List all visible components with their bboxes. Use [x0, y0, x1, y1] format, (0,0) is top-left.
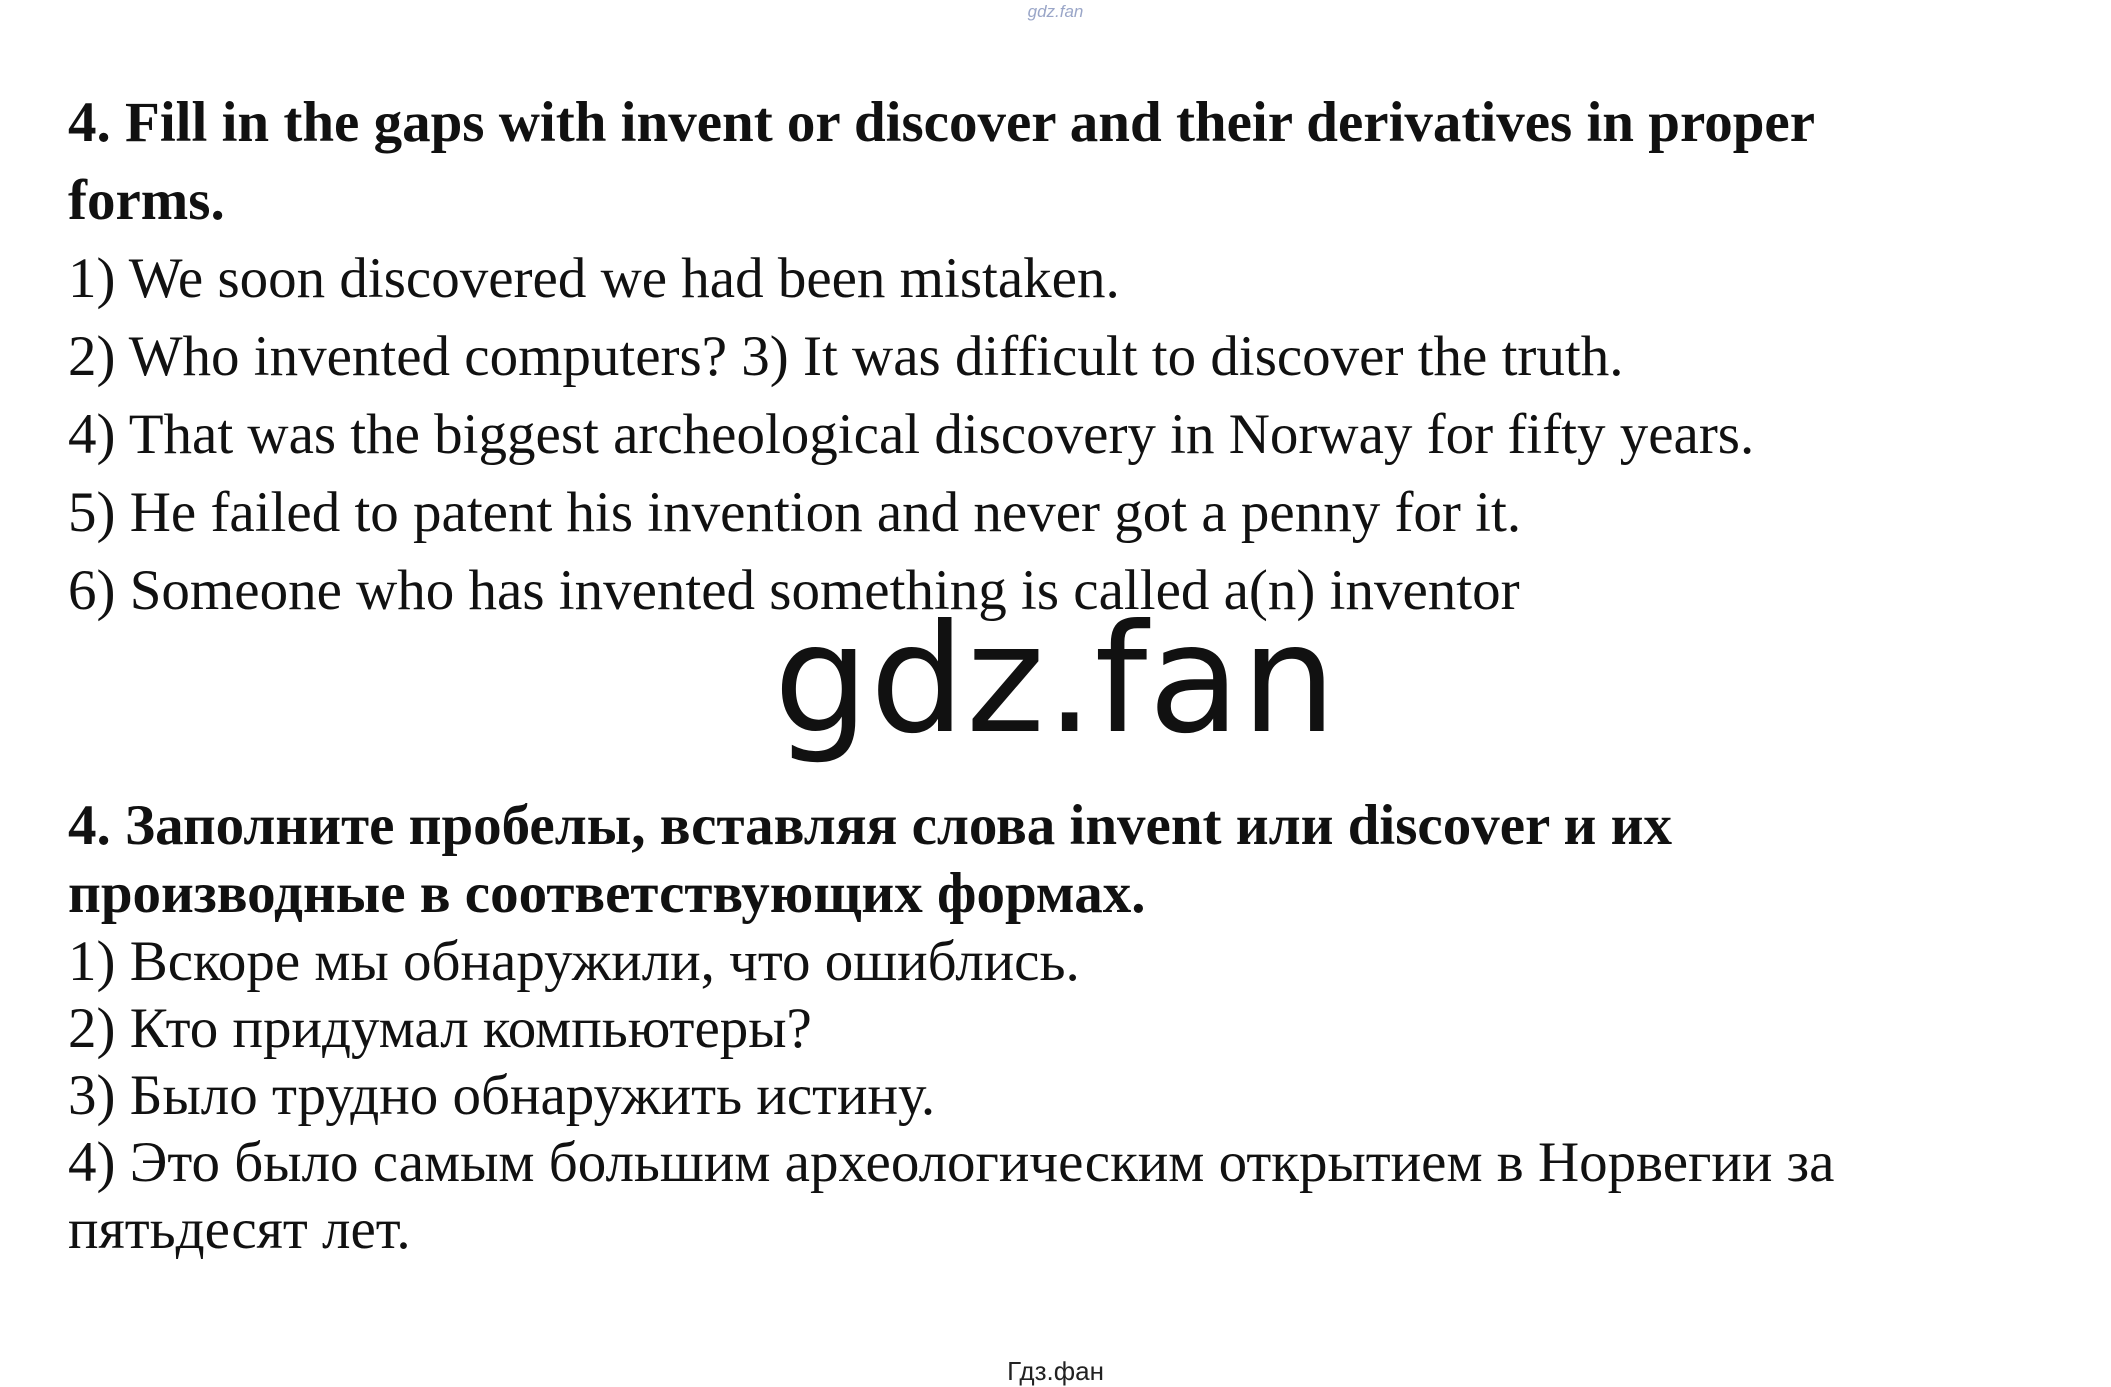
russian-answer-line: 3) Было трудно обнаружить истину. [68, 1064, 936, 1127]
english-answer-line: 4) That was the biggest archeological discovery in Norway for fifty years. [68, 403, 1755, 466]
english-heading: 4. Fill in the gaps with invent or discover and their derivatives in proper forms. [68, 91, 1814, 232]
english-answer-line: 2) Who invented computers? 3) It was difficult to discover the truth. [68, 325, 1624, 388]
russian-exercise [68, 792, 2068, 1263]
english-answer-line: 1) We soon discovered we had been mistaken. [68, 247, 1120, 310]
russian-answer-line: 1) Вскоре мы обнаружили, что ошиблись. [68, 930, 1080, 993]
english-answer-line: 5) He failed to patent his invention and never got a penny for it. [68, 481, 1522, 544]
english-exercise [68, 84, 2068, 630]
russian-answer-line: 4) Это было самым большим археологическим открытием в Норвегии за пятьдесят лет. [68, 1131, 1835, 1261]
russian-answer-line: 2) Кто придумал компьютеры? [68, 997, 812, 1060]
english-answer-line: 6) Someone who has invented something is called a(n) inventor [68, 559, 1520, 622]
russian-heading: 4. Заполните пробелы, вставляя слова invent или discover и их производные в соответствующих формах. [68, 794, 1672, 925]
site-watermark: gdz.fan [773, 593, 1338, 767]
top-watermark: gdz.fan [1027, 2, 1084, 21]
bottom-watermark: Гдз.фан [1007, 1356, 1104, 1386]
